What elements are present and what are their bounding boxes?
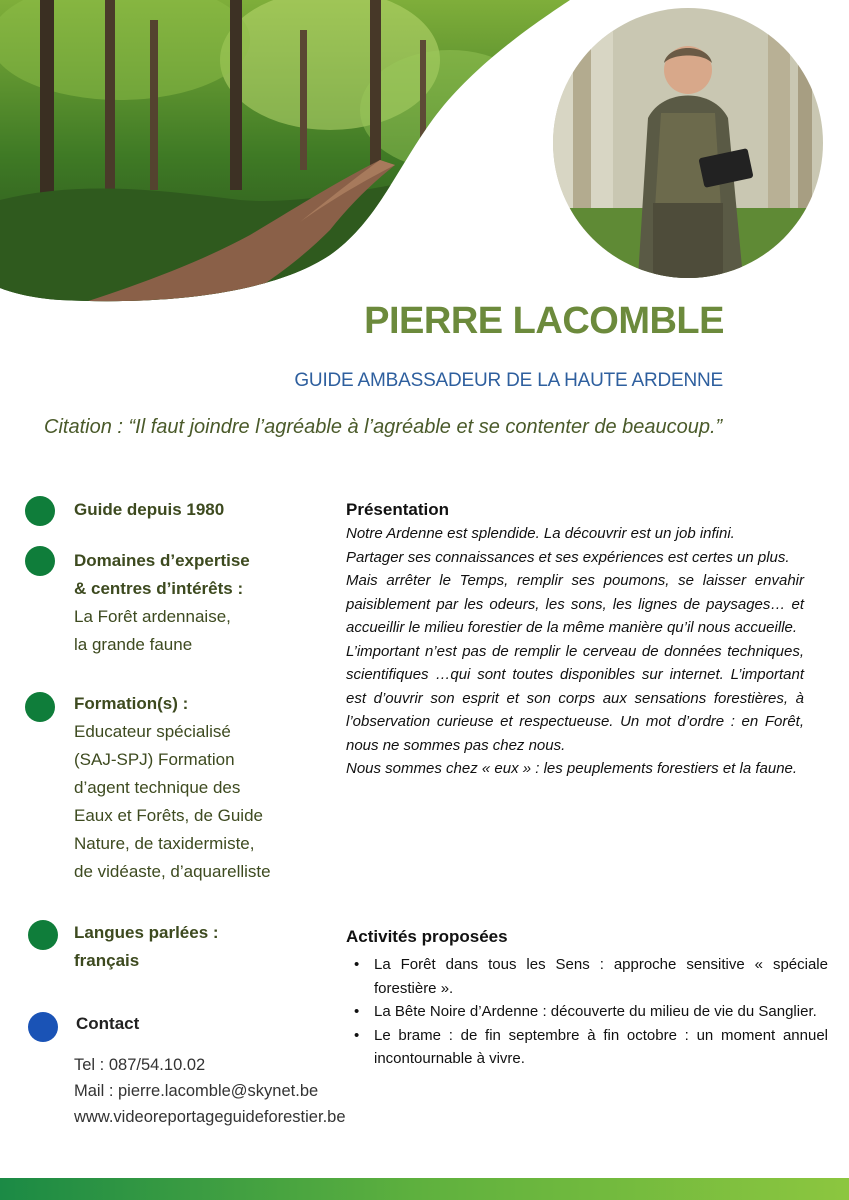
bullet-dot-blue bbox=[28, 1012, 58, 1042]
contact-phone: Tel : 087/54.10.02 bbox=[74, 1056, 206, 1074]
activity-item: • La Bête Noire d’Ardenne : découverte du milieu de vie du Sanglier. bbox=[374, 1000, 828, 1024]
contact-title: Contact bbox=[76, 1014, 140, 1033]
activity-item: • Le brame : de fin septembre à fin octobre : un moment annuel incontournable à vivre. bbox=[374, 1024, 828, 1071]
contact-email[interactable]: Mail : pierre.lacomble@skynet.be bbox=[74, 1082, 319, 1100]
formation-title: Formation(s) : bbox=[74, 694, 189, 713]
quote: Citation : “Il faut joindre l’agréable à l’agréable et se contenter de beaucoup.” bbox=[44, 416, 723, 438]
guide-portrait-photo bbox=[553, 8, 823, 278]
guide-title: GUIDE AMBASSADEUR DE LA HAUTE ARDENNE bbox=[294, 370, 723, 391]
since-label: Guide depuis 1980 bbox=[74, 500, 225, 519]
bullet-dot-green bbox=[25, 546, 55, 576]
presentation-text bbox=[346, 522, 804, 781]
activities-list bbox=[350, 953, 828, 1071]
expertise-title: Domaines d’expertise & centres d’intérêts : bbox=[74, 551, 250, 598]
formation-text: Educateur spécialisé (SAJ-SPJ) Formation d’agent technique des Eaux et Forêts, de Guide Nature, de taxidermiste, de vidéaste, d’aquarelliste bbox=[74, 722, 271, 881]
bullet-dot-green bbox=[25, 692, 55, 722]
guide-name: PIERRE LACOMBLE bbox=[364, 300, 724, 342]
contact-website[interactable]: www.videoreportageguideforestier.be bbox=[74, 1108, 346, 1126]
presentation-paragraph: Notre Ardenne est splendide. La découvrir est un job infini. bbox=[346, 525, 735, 542]
expertise-text: La Forêt ardennaise, la grande faune bbox=[74, 607, 231, 654]
presentation-paragraph: Mais arrêter le Temps, remplir ses poumons, se laisser envahir paisiblement par les odeurs, les sons, les lignes de paysages… et accueillir le milieu forestier de la même manière qu’il nous accueille. bbox=[346, 572, 804, 636]
activity-item: • La Forêt dans tous les Sens : approche sensitive « spéciale forestière ». bbox=[374, 953, 828, 1000]
bullet-dot-green bbox=[28, 920, 58, 950]
languages-block: Langues parlées : français bbox=[74, 923, 219, 970]
presentation-paragraph: Partager ses connaissances et ses expériences est certes un plus. bbox=[346, 548, 790, 566]
presentation-paragraph: Nous sommes chez « eux » : les peuplements forestiers et la faune. bbox=[346, 760, 798, 777]
presentation-title: Présentation bbox=[346, 500, 449, 519]
activities-title: Activités proposées bbox=[346, 927, 508, 946]
forest-path-photo bbox=[0, 0, 600, 310]
presentation-paragraph: L’important n’est pas de remplir le cerveau de données techniques, scientifiques …qui sont toutes disponibles sur internet. L’important est d’ouvrir son esprit et son corps aux sensations forestières, à l’observation curieuse et respectueuse. Un mot d’ordre : en Forêt, nous ne sommes pas chez nous. bbox=[346, 642, 804, 754]
contact-details bbox=[74, 1052, 346, 1130]
footer-gradient-bar bbox=[0, 1178, 849, 1200]
bullet-dot-green bbox=[25, 496, 55, 526]
